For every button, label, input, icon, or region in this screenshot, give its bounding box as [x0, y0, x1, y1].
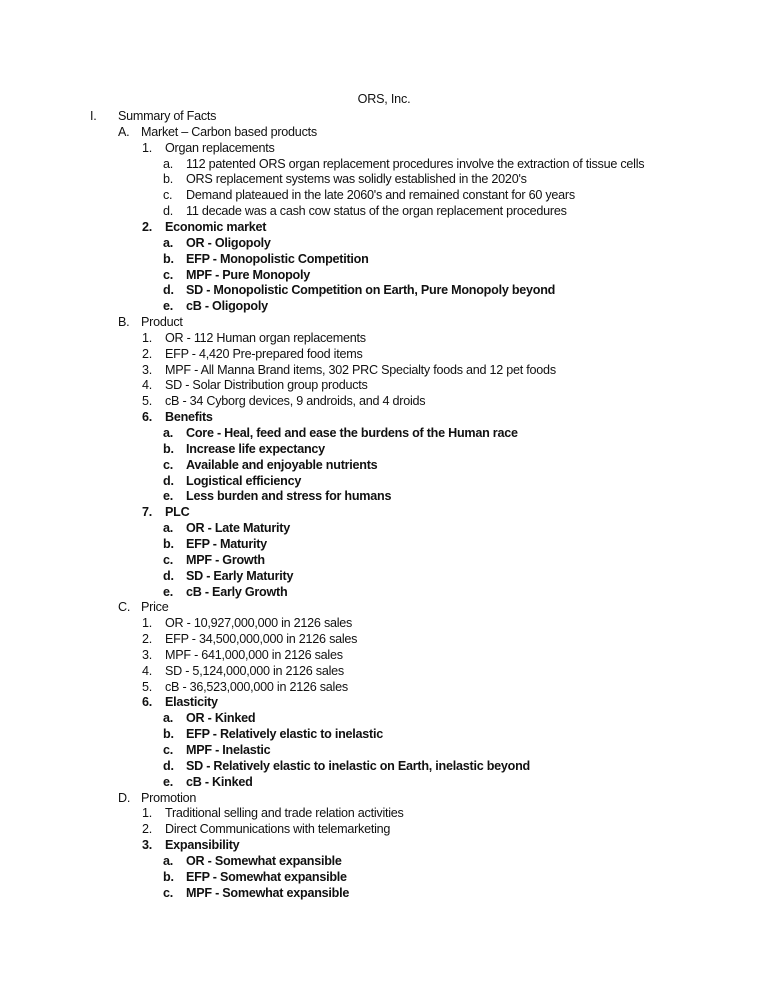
list-marker: I. [90, 109, 97, 123]
list-marker: d. [163, 204, 174, 219]
list-text: MPF - Pure Monopoly [186, 267, 310, 282]
list-marker: d. [163, 568, 174, 583]
list-text: EFP - Maturity [186, 536, 267, 551]
list-text: EFP - Relatively elastic to inelastic [186, 727, 384, 742]
list-text: OR - Kinked [186, 711, 256, 726]
list-text: SD - 5,124,000,000 in 2126 sales [165, 663, 344, 678]
list-text: Core - Heal, feed and ease the burdens of the Human race [186, 426, 518, 440]
list-marker: 7. [142, 505, 153, 520]
list-marker: a. [163, 521, 174, 536]
list-text: Price [141, 600, 169, 615]
list-text: 11 decade was a cash cow status of the organ replacement procedures [186, 204, 567, 219]
list-marker: b. [163, 441, 174, 456]
list-text: MPF - 641,000,000 in 2126 sales [165, 647, 343, 662]
list-marker: a. [163, 235, 174, 250]
list-text: MPF - Somewhat expansible [186, 885, 350, 900]
list-marker: 1. [142, 140, 153, 155]
list-text: SD - Solar Distribution group products [165, 378, 368, 393]
list-marker: d. [163, 473, 174, 488]
list-marker: A. [118, 124, 130, 139]
list-marker: d. [163, 283, 174, 298]
list-marker: d. [163, 758, 174, 773]
list-marker: 2. [142, 822, 153, 837]
list-text: OR - 112 Human organ replacements [165, 330, 366, 345]
list-marker: a. [163, 156, 174, 171]
list-marker: 4. [142, 378, 153, 393]
list-marker: b. [163, 869, 174, 884]
list-marker: a. [163, 711, 174, 726]
list-text: Available and enjoyable nutrients [186, 457, 378, 472]
list-marker: 6. [142, 410, 153, 425]
list-marker: b. [163, 172, 174, 187]
list-text: Increase life expectancy [186, 441, 325, 456]
list-text: Demand plateaued in the late 2060's and remained constant for 60 years [186, 188, 575, 203]
list-marker: e. [163, 774, 174, 789]
document-title: ORS, Inc. [357, 92, 411, 106]
list-text: SD - Relatively elastic to inelastic on Earth, inelastic beyond [186, 758, 530, 773]
list-text: PLC [165, 505, 190, 520]
list-text: EFP - 4,420 Pre-prepared food items [165, 346, 363, 361]
list-marker: a. [163, 853, 174, 868]
list-marker: c. [163, 267, 174, 282]
list-text: MPF - Inelastic [186, 743, 271, 757]
list-text: ORS replacement systems was solidly established in the 2020's [186, 172, 527, 187]
list-text: Benefits [165, 410, 213, 425]
list-text: Summary of Facts [118, 109, 217, 123]
list-text: Market – Carbon based products [141, 124, 317, 139]
list-marker: a. [163, 426, 174, 440]
list-marker: B. [118, 315, 130, 330]
list-text: Expansibility [165, 838, 240, 853]
list-text: 112 patented ORS organ replacement procedures involve the extraction of tissue cells [186, 156, 645, 171]
list-marker: b. [163, 251, 174, 266]
list-text: OR - Oligopoly [186, 235, 271, 250]
list-text: Direct Communications with telemarketing [165, 822, 391, 837]
list-text: Traditional selling and trade relation activities [165, 806, 404, 821]
list-marker: 2. [142, 346, 153, 361]
list-marker: c. [163, 188, 173, 203]
list-text: SD - Early Maturity [186, 568, 294, 583]
list-text: OR - Late Maturity [186, 521, 290, 536]
list-marker: 6. [142, 695, 153, 710]
list-text: cB - Early Growth [186, 584, 288, 599]
list-text: cB - Oligopoly [186, 299, 268, 314]
list-text: Economic market [165, 219, 267, 234]
list-marker: b. [163, 727, 174, 742]
list-text: cB - Kinked [186, 774, 253, 789]
list-text: EFP - Somewhat expansible [186, 869, 347, 884]
list-marker: 3. [142, 838, 153, 853]
list-text: MPF - Growth [186, 552, 265, 567]
list-marker: 5. [142, 394, 153, 409]
list-text: SD - Monopolistic Competition on Earth, Pure Monopoly beyond [186, 283, 556, 298]
list-marker: 3. [142, 647, 153, 662]
list-text: cB - 36,523,000,000 in 2126 sales [165, 679, 348, 694]
list-marker: 1. [142, 616, 153, 631]
list-text: Promotion [141, 790, 197, 805]
list-marker: 5. [142, 679, 153, 694]
list-text: Elasticity [165, 695, 218, 710]
list-marker: c. [163, 743, 174, 757]
list-marker: e. [163, 489, 174, 504]
list-marker: D. [118, 790, 131, 805]
list-text: Product [141, 315, 183, 330]
list-marker: 4. [142, 663, 153, 678]
list-text: Logistical efficiency [186, 473, 302, 488]
list-text: EFP - Monopolistic Competition [186, 251, 369, 266]
list-text: OR - Somewhat expansible [186, 853, 342, 868]
list-text: EFP - 34,500,000,000 in 2126 sales [165, 632, 358, 647]
list-text: Less burden and stress for humans [186, 489, 392, 504]
list-text: OR - 10,927,000,000 in 2126 sales [165, 616, 353, 631]
list-text: cB - 34 Cyborg devices, 9 androids, and 4 droids [165, 394, 426, 409]
list-marker: c. [163, 552, 174, 567]
list-marker: C. [118, 600, 131, 615]
list-marker: c. [163, 457, 174, 472]
list-marker: 3. [142, 362, 153, 377]
list-marker: 2. [142, 219, 153, 234]
list-marker: 1. [142, 806, 153, 821]
list-marker: e. [163, 299, 174, 314]
list-text: MPF - All Manna Brand items, 302 PRC Specialty foods and 12 pet foods [165, 362, 556, 377]
list-marker: 2. [142, 632, 153, 647]
list-marker: b. [163, 536, 174, 551]
list-marker: c. [163, 885, 174, 900]
list-text: Organ replacements [165, 140, 275, 155]
list-marker: e. [163, 584, 174, 599]
list-marker: 1. [142, 330, 153, 345]
